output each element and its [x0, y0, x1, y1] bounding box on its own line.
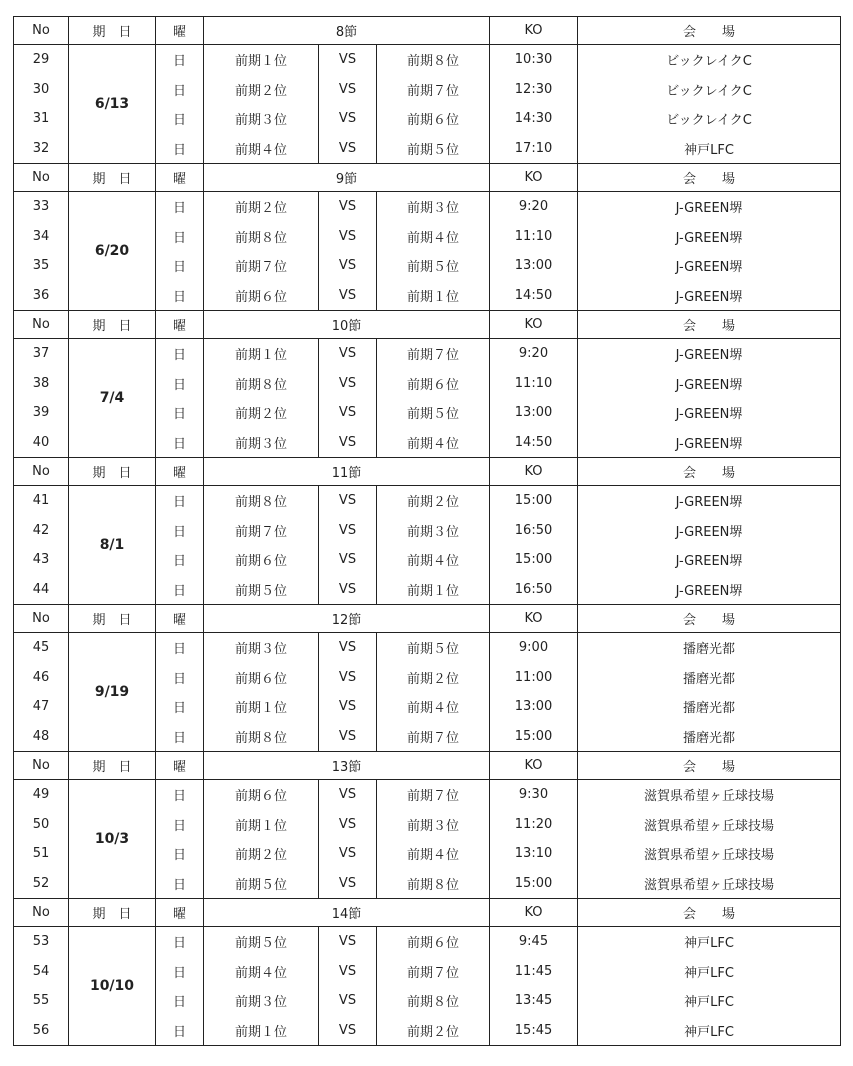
- match-number: 39: [14, 398, 69, 428]
- section-header-row: [14, 311, 841, 339]
- match-weekday: 日: [156, 516, 204, 546]
- match-weekday: 日: [156, 780, 204, 810]
- match-weekday: 日: [156, 575, 204, 605]
- header-weekday: 曜: [156, 752, 204, 780]
- header-venue: 会 場: [578, 605, 841, 633]
- away-team: 前期５位: [377, 251, 490, 281]
- header-no: No: [14, 458, 69, 486]
- venue-name: 神戸LFC: [578, 134, 841, 164]
- match-weekday: 日: [156, 134, 204, 164]
- match-date: 10/10: [69, 927, 156, 1046]
- away-team: 前期３位: [377, 516, 490, 546]
- versus-label: VS: [319, 575, 377, 605]
- match-weekday: 日: [156, 633, 204, 663]
- versus-label: VS: [319, 192, 377, 222]
- match-weekday: 日: [156, 1016, 204, 1046]
- match-date: 9/19: [69, 633, 156, 752]
- versus-label: VS: [319, 692, 377, 722]
- home-team: 前期２位: [204, 398, 319, 428]
- venue-name: J-GREEN堺: [578, 281, 841, 311]
- away-team: 前期２位: [377, 486, 490, 516]
- match-weekday: 日: [156, 192, 204, 222]
- venue-name: J-GREEN堺: [578, 192, 841, 222]
- match-row: [14, 339, 841, 369]
- match-weekday: 日: [156, 398, 204, 428]
- versus-label: VS: [319, 281, 377, 311]
- home-team: 前期８位: [204, 222, 319, 252]
- header-date: 期 日: [69, 605, 156, 633]
- kickoff-time: 14:30: [490, 104, 578, 134]
- match-weekday: 日: [156, 722, 204, 752]
- kickoff-time: 9:20: [490, 192, 578, 222]
- header-no: No: [14, 164, 69, 192]
- home-team: 前期１位: [204, 1016, 319, 1046]
- away-team: 前期６位: [377, 104, 490, 134]
- versus-label: VS: [319, 134, 377, 164]
- versus-label: VS: [319, 839, 377, 869]
- match-number: 29: [14, 45, 69, 75]
- versus-label: VS: [319, 869, 377, 899]
- match-row: [14, 780, 841, 810]
- kickoff-time: 9:30: [490, 780, 578, 810]
- match-weekday: 日: [156, 692, 204, 722]
- match-number: 37: [14, 339, 69, 369]
- match-weekday: 日: [156, 810, 204, 840]
- versus-label: VS: [319, 369, 377, 399]
- away-team: 前期４位: [377, 839, 490, 869]
- match-number: 31: [14, 104, 69, 134]
- match-weekday: 日: [156, 869, 204, 899]
- kickoff-time: 11:00: [490, 663, 578, 693]
- match-number: 55: [14, 986, 69, 1016]
- versus-label: VS: [319, 428, 377, 458]
- match-number: 46: [14, 663, 69, 693]
- venue-name: 滋賀県希望ヶ丘球技場: [578, 869, 841, 899]
- away-team: 前期１位: [377, 575, 490, 605]
- header-no: No: [14, 752, 69, 780]
- match-number: 45: [14, 633, 69, 663]
- kickoff-time: 10:30: [490, 45, 578, 75]
- venue-name: J-GREEN堺: [578, 516, 841, 546]
- away-team: 前期７位: [377, 957, 490, 987]
- venue-name: 滋賀県希望ヶ丘球技場: [578, 810, 841, 840]
- venue-name: J-GREEN堺: [578, 369, 841, 399]
- header-round: 13節: [204, 752, 490, 780]
- versus-label: VS: [319, 1016, 377, 1046]
- match-weekday: 日: [156, 486, 204, 516]
- home-team: 前期４位: [204, 134, 319, 164]
- venue-name: 神戸LFC: [578, 986, 841, 1016]
- kickoff-time: 13:00: [490, 398, 578, 428]
- kickoff-time: 13:00: [490, 692, 578, 722]
- match-date: 6/13: [69, 45, 156, 164]
- versus-label: VS: [319, 927, 377, 957]
- home-team: 前期２位: [204, 192, 319, 222]
- away-team: 前期３位: [377, 192, 490, 222]
- versus-label: VS: [319, 339, 377, 369]
- kickoff-time: 11:10: [490, 369, 578, 399]
- section-header-row: [14, 17, 841, 45]
- kickoff-time: 11:20: [490, 810, 578, 840]
- match-date: 6/20: [69, 192, 156, 311]
- versus-label: VS: [319, 545, 377, 575]
- section-header-row: [14, 899, 841, 927]
- match-weekday: 日: [156, 369, 204, 399]
- section-header-row: [14, 752, 841, 780]
- section-header-row: [14, 605, 841, 633]
- match-weekday: 日: [156, 339, 204, 369]
- match-weekday: 日: [156, 281, 204, 311]
- header-kickoff: KO: [490, 899, 578, 927]
- header-no: No: [14, 899, 69, 927]
- venue-name: J-GREEN堺: [578, 545, 841, 575]
- match-number: 43: [14, 545, 69, 575]
- match-number: 41: [14, 486, 69, 516]
- home-team: 前期８位: [204, 486, 319, 516]
- match-weekday: 日: [156, 251, 204, 281]
- header-round: 10節: [204, 311, 490, 339]
- home-team: 前期２位: [204, 839, 319, 869]
- match-row: [14, 45, 841, 75]
- away-team: 前期４位: [377, 222, 490, 252]
- venue-name: 滋賀県希望ヶ丘球技場: [578, 780, 841, 810]
- versus-label: VS: [319, 104, 377, 134]
- match-weekday: 日: [156, 428, 204, 458]
- away-team: 前期３位: [377, 810, 490, 840]
- match-number: 51: [14, 839, 69, 869]
- header-weekday: 曜: [156, 605, 204, 633]
- venue-name: J-GREEN堺: [578, 428, 841, 458]
- venue-name: 滋賀県希望ヶ丘球技場: [578, 839, 841, 869]
- versus-label: VS: [319, 222, 377, 252]
- match-date: 7/4: [69, 339, 156, 458]
- versus-label: VS: [319, 663, 377, 693]
- match-date: 8/1: [69, 486, 156, 605]
- header-weekday: 曜: [156, 17, 204, 45]
- away-team: 前期５位: [377, 633, 490, 663]
- match-number: 36: [14, 281, 69, 311]
- header-weekday: 曜: [156, 311, 204, 339]
- header-venue: 会 場: [578, 164, 841, 192]
- match-number: 44: [14, 575, 69, 605]
- home-team: 前期８位: [204, 722, 319, 752]
- versus-label: VS: [319, 722, 377, 752]
- header-kickoff: KO: [490, 458, 578, 486]
- header-date: 期 日: [69, 752, 156, 780]
- match-number: 33: [14, 192, 69, 222]
- header-venue: 会 場: [578, 17, 841, 45]
- home-team: 前期１位: [204, 692, 319, 722]
- home-team: 前期１位: [204, 339, 319, 369]
- header-date: 期 日: [69, 458, 156, 486]
- kickoff-time: 9:45: [490, 927, 578, 957]
- home-team: 前期３位: [204, 633, 319, 663]
- home-team: 前期２位: [204, 75, 319, 105]
- venue-name: J-GREEN堺: [578, 398, 841, 428]
- match-weekday: 日: [156, 45, 204, 75]
- header-weekday: 曜: [156, 458, 204, 486]
- match-weekday: 日: [156, 104, 204, 134]
- header-venue: 会 場: [578, 311, 841, 339]
- home-team: 前期５位: [204, 927, 319, 957]
- away-team: 前期７位: [377, 339, 490, 369]
- away-team: 前期８位: [377, 45, 490, 75]
- home-team: 前期８位: [204, 369, 319, 399]
- home-team: 前期３位: [204, 104, 319, 134]
- kickoff-time: 13:45: [490, 986, 578, 1016]
- header-round: 11節: [204, 458, 490, 486]
- venue-name: J-GREEN堺: [578, 486, 841, 516]
- versus-label: VS: [319, 516, 377, 546]
- match-weekday: 日: [156, 663, 204, 693]
- match-number: 47: [14, 692, 69, 722]
- kickoff-time: 15:00: [490, 545, 578, 575]
- header-no: No: [14, 17, 69, 45]
- away-team: 前期２位: [377, 1016, 490, 1046]
- match-number: 50: [14, 810, 69, 840]
- kickoff-time: 15:00: [490, 486, 578, 516]
- home-team: 前期６位: [204, 281, 319, 311]
- header-date: 期 日: [69, 311, 156, 339]
- venue-name: 神戸LFC: [578, 927, 841, 957]
- match-number: 32: [14, 134, 69, 164]
- match-weekday: 日: [156, 986, 204, 1016]
- versus-label: VS: [319, 633, 377, 663]
- match-row: [14, 192, 841, 222]
- venue-name: J-GREEN堺: [578, 575, 841, 605]
- away-team: 前期５位: [377, 398, 490, 428]
- match-number: 34: [14, 222, 69, 252]
- versus-label: VS: [319, 398, 377, 428]
- versus-label: VS: [319, 986, 377, 1016]
- home-team: 前期３位: [204, 428, 319, 458]
- away-team: 前期６位: [377, 927, 490, 957]
- header-kickoff: KO: [490, 605, 578, 633]
- match-number: 49: [14, 780, 69, 810]
- home-team: 前期５位: [204, 575, 319, 605]
- kickoff-time: 16:50: [490, 516, 578, 546]
- header-date: 期 日: [69, 164, 156, 192]
- header-round: 8節: [204, 17, 490, 45]
- home-team: 前期７位: [204, 251, 319, 281]
- home-team: 前期５位: [204, 869, 319, 899]
- kickoff-time: 15:00: [490, 722, 578, 752]
- schedule-body: [14, 17, 841, 1046]
- match-weekday: 日: [156, 545, 204, 575]
- venue-name: 神戸LFC: [578, 1016, 841, 1046]
- match-number: 56: [14, 1016, 69, 1046]
- away-team: 前期５位: [377, 134, 490, 164]
- match-number: 42: [14, 516, 69, 546]
- match-number: 38: [14, 369, 69, 399]
- versus-label: VS: [319, 251, 377, 281]
- home-team: 前期７位: [204, 516, 319, 546]
- home-team: 前期６位: [204, 663, 319, 693]
- venue-name: 播磨光都: [578, 692, 841, 722]
- away-team: 前期８位: [377, 986, 490, 1016]
- match-date: 10/3: [69, 780, 156, 899]
- match-number: 30: [14, 75, 69, 105]
- header-kickoff: KO: [490, 311, 578, 339]
- schedule-table: [13, 16, 841, 1046]
- kickoff-time: 9:20: [490, 339, 578, 369]
- header-weekday: 曜: [156, 899, 204, 927]
- kickoff-time: 13:10: [490, 839, 578, 869]
- match-number: 54: [14, 957, 69, 987]
- venue-name: 播磨光都: [578, 663, 841, 693]
- match-number: 35: [14, 251, 69, 281]
- away-team: 前期４位: [377, 692, 490, 722]
- versus-label: VS: [319, 810, 377, 840]
- versus-label: VS: [319, 75, 377, 105]
- header-venue: 会 場: [578, 752, 841, 780]
- away-team: 前期７位: [377, 75, 490, 105]
- home-team: 前期１位: [204, 810, 319, 840]
- header-no: No: [14, 605, 69, 633]
- kickoff-time: 14:50: [490, 281, 578, 311]
- match-row: [14, 486, 841, 516]
- home-team: 前期６位: [204, 545, 319, 575]
- kickoff-time: 13:00: [490, 251, 578, 281]
- versus-label: VS: [319, 486, 377, 516]
- home-team: 前期６位: [204, 780, 319, 810]
- away-team: 前期１位: [377, 281, 490, 311]
- match-row: [14, 927, 841, 957]
- header-weekday: 曜: [156, 164, 204, 192]
- venue-name: J-GREEN堺: [578, 222, 841, 252]
- away-team: 前期７位: [377, 722, 490, 752]
- header-round: 9節: [204, 164, 490, 192]
- match-number: 52: [14, 869, 69, 899]
- venue-name: ビックレイクC: [578, 75, 841, 105]
- kickoff-time: 12:30: [490, 75, 578, 105]
- versus-label: VS: [319, 957, 377, 987]
- header-round: 12節: [204, 605, 490, 633]
- match-weekday: 日: [156, 927, 204, 957]
- match-weekday: 日: [156, 839, 204, 869]
- versus-label: VS: [319, 45, 377, 75]
- match-weekday: 日: [156, 222, 204, 252]
- away-team: 前期７位: [377, 780, 490, 810]
- match-number: 48: [14, 722, 69, 752]
- kickoff-time: 9:00: [490, 633, 578, 663]
- away-team: 前期６位: [377, 369, 490, 399]
- section-header-row: [14, 164, 841, 192]
- header-venue: 会 場: [578, 458, 841, 486]
- venue-name: 播磨光都: [578, 633, 841, 663]
- away-team: 前期８位: [377, 869, 490, 899]
- header-date: 期 日: [69, 17, 156, 45]
- away-team: 前期２位: [377, 663, 490, 693]
- venue-name: ビックレイクC: [578, 104, 841, 134]
- home-team: 前期３位: [204, 986, 319, 1016]
- versus-label: VS: [319, 780, 377, 810]
- home-team: 前期１位: [204, 45, 319, 75]
- match-weekday: 日: [156, 75, 204, 105]
- header-kickoff: KO: [490, 17, 578, 45]
- match-number: 53: [14, 927, 69, 957]
- kickoff-time: 14:50: [490, 428, 578, 458]
- venue-name: J-GREEN堺: [578, 339, 841, 369]
- header-kickoff: KO: [490, 164, 578, 192]
- kickoff-time: 17:10: [490, 134, 578, 164]
- section-header-row: [14, 458, 841, 486]
- away-team: 前期４位: [377, 545, 490, 575]
- match-number: 40: [14, 428, 69, 458]
- header-kickoff: KO: [490, 752, 578, 780]
- venue-name: 神戸LFC: [578, 957, 841, 987]
- venue-name: J-GREEN堺: [578, 251, 841, 281]
- match-row: [14, 633, 841, 663]
- header-round: 14節: [204, 899, 490, 927]
- match-weekday: 日: [156, 957, 204, 987]
- kickoff-time: 11:10: [490, 222, 578, 252]
- away-team: 前期４位: [377, 428, 490, 458]
- kickoff-time: 11:45: [490, 957, 578, 987]
- header-date: 期 日: [69, 899, 156, 927]
- kickoff-time: 15:45: [490, 1016, 578, 1046]
- kickoff-time: 16:50: [490, 575, 578, 605]
- venue-name: 播磨光都: [578, 722, 841, 752]
- kickoff-time: 15:00: [490, 869, 578, 899]
- header-no: No: [14, 311, 69, 339]
- header-venue: 会 場: [578, 899, 841, 927]
- venue-name: ビックレイクC: [578, 45, 841, 75]
- home-team: 前期４位: [204, 957, 319, 987]
